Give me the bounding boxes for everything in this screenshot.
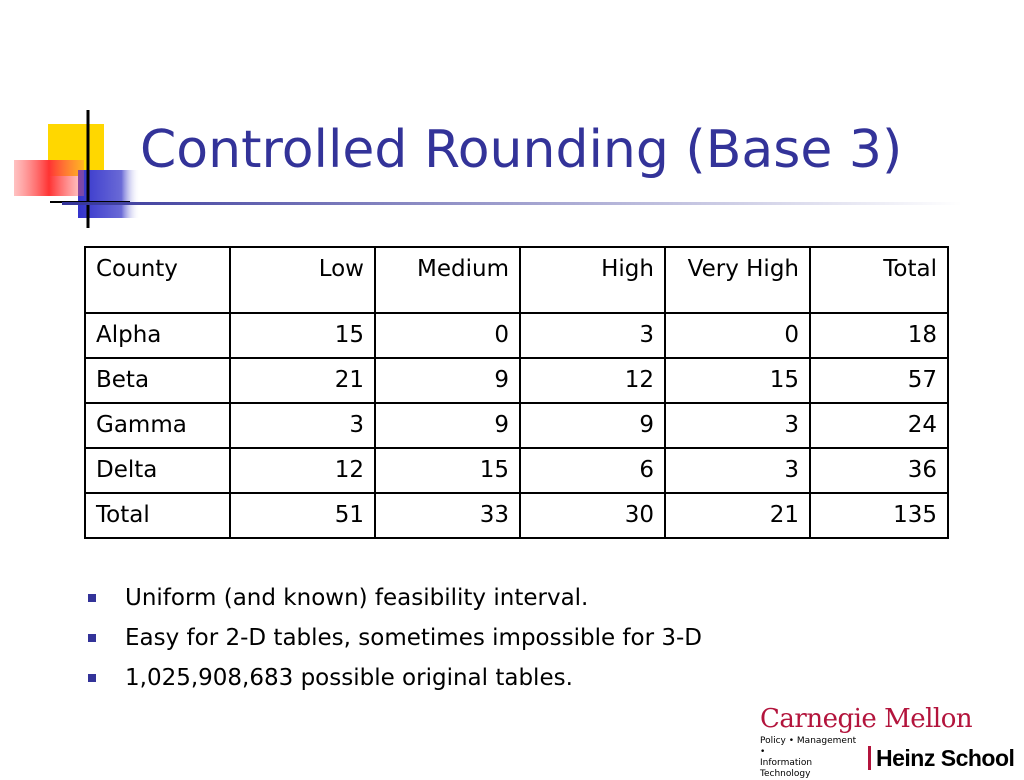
cell-low: 12 xyxy=(230,448,375,493)
header-very-high: Very High xyxy=(665,247,810,313)
cell-low: 51 xyxy=(230,493,375,538)
bullet-text: 1,025,908,683 possible original tables. xyxy=(125,665,573,691)
square-bullet-icon xyxy=(88,634,96,642)
bullet-item xyxy=(88,658,702,698)
cell-low: 21 xyxy=(230,358,375,403)
cell-medium: 9 xyxy=(375,358,520,403)
logo-tagline xyxy=(760,736,868,780)
table-row xyxy=(85,493,948,538)
cell-high: 9 xyxy=(520,403,665,448)
rounding-table xyxy=(84,246,949,539)
cell-high: 30 xyxy=(520,493,665,538)
header-low: Low xyxy=(230,247,375,313)
bullet-text: Easy for 2-D tables, sometimes impossible for 3-D xyxy=(125,625,702,651)
square-bullet-icon xyxy=(88,594,96,602)
bullet-item xyxy=(88,578,702,618)
cell-total: 36 xyxy=(810,448,948,493)
logo-tagline-line1: Policy • Management • xyxy=(760,736,857,757)
slide-title: Controlled Rounding (Base 3) xyxy=(140,120,903,180)
cell-medium: 33 xyxy=(375,493,520,538)
cell-total: 18 xyxy=(810,313,948,358)
logo-tagline-line2: Information Technology xyxy=(760,758,813,779)
cell-very-high: 3 xyxy=(665,448,810,493)
logo-lower-row xyxy=(760,736,1018,780)
square-bullet-icon xyxy=(88,674,96,682)
bullet-text: Uniform (and known) feasibility interval. xyxy=(125,585,589,611)
logo-university-name: Carnegie Mellon xyxy=(760,704,973,734)
cell-county: Total xyxy=(85,493,230,538)
logo-divider xyxy=(868,746,871,770)
cell-low: 3 xyxy=(230,403,375,448)
table-row xyxy=(85,358,948,403)
table-row xyxy=(85,313,948,358)
cell-total: 135 xyxy=(810,493,948,538)
logo-school-name: Heinz School xyxy=(876,744,1015,771)
cell-county: Alpha xyxy=(85,313,230,358)
decor-red-square xyxy=(14,160,84,196)
cell-very-high: 15 xyxy=(665,358,810,403)
header-total: Total xyxy=(810,247,948,313)
cell-high: 12 xyxy=(520,358,665,403)
header-high: High xyxy=(520,247,665,313)
cell-high: 3 xyxy=(520,313,665,358)
bullet-list xyxy=(88,578,702,698)
cell-medium: 15 xyxy=(375,448,520,493)
table-row xyxy=(85,403,948,448)
cell-total: 57 xyxy=(810,358,948,403)
cell-medium: 0 xyxy=(375,313,520,358)
header-medium: Medium xyxy=(375,247,520,313)
cell-county: Beta xyxy=(85,358,230,403)
table-header-row xyxy=(85,247,948,313)
title-decoration xyxy=(0,0,160,230)
cell-low: 15 xyxy=(230,313,375,358)
title-underline xyxy=(62,202,962,205)
cell-very-high: 21 xyxy=(665,493,810,538)
table-row xyxy=(85,448,948,493)
cell-medium: 9 xyxy=(375,403,520,448)
cell-county: Gamma xyxy=(85,403,230,448)
heinz-school-logo xyxy=(760,704,1018,779)
cell-high: 6 xyxy=(520,448,665,493)
bullet-item xyxy=(88,618,702,658)
cell-county: Delta xyxy=(85,448,230,493)
cell-very-high: 0 xyxy=(665,313,810,358)
cell-total: 24 xyxy=(810,403,948,448)
cell-very-high: 3 xyxy=(665,403,810,448)
header-county: County xyxy=(85,247,230,313)
